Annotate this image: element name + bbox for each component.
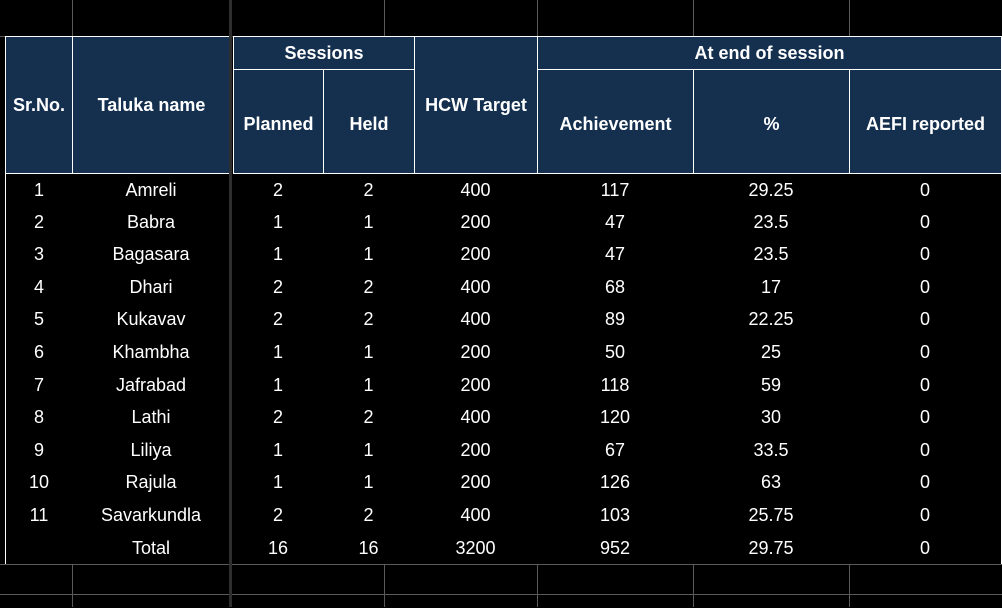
cell-taluka[interactable]: Total	[72, 532, 231, 565]
cell-target[interactable]: 200	[414, 369, 538, 402]
cell-aefi[interactable]: 0	[849, 206, 1002, 239]
cell-sr[interactable]: 3	[5, 238, 73, 272]
cell-aefi[interactable]: 0	[849, 336, 1002, 370]
cell-planned[interactable]: 1	[233, 466, 324, 500]
cell-held[interactable]: 1	[323, 238, 415, 272]
cell-achievement[interactable]: 952	[537, 532, 694, 565]
header-at-end-of-session[interactable]: At end of session	[537, 36, 1002, 70]
cell-percent[interactable]: 25.75	[693, 499, 850, 533]
cell-held[interactable]: 2	[323, 303, 415, 337]
cell-taluka[interactable]: Rajula	[72, 466, 231, 500]
cell-planned[interactable]: 1	[233, 238, 324, 272]
header-achievement[interactable]: Achievement	[537, 69, 694, 174]
cell-target[interactable]: 200	[414, 466, 538, 500]
cell-aefi[interactable]: 0	[849, 434, 1002, 467]
cell-target[interactable]: 200	[414, 434, 538, 467]
cell-sr[interactable]: 1	[5, 173, 73, 207]
cell-target[interactable]: 400	[414, 401, 538, 435]
cell-percent[interactable]: 59	[693, 369, 850, 402]
cell-percent[interactable]: 63	[693, 466, 850, 500]
header-hcw-target[interactable]: HCW Target	[414, 36, 538, 174]
cell-sr[interactable]: 11	[5, 499, 73, 533]
cell-percent[interactable]: 29.25	[693, 173, 850, 207]
cell-achievement[interactable]: 103	[537, 499, 694, 533]
cell-achievement[interactable]: 126	[537, 466, 694, 500]
cell-sr[interactable]: 4	[5, 271, 73, 304]
header-sr-no[interactable]: Sr.No.	[5, 36, 73, 174]
cell-sr[interactable]: 10	[5, 466, 73, 500]
cell-held[interactable]: 1	[323, 466, 415, 500]
cell-target[interactable]: 400	[414, 271, 538, 304]
cell-planned[interactable]: 1	[233, 369, 324, 402]
cell-achievement[interactable]: 68	[537, 271, 694, 304]
cell-sr[interactable]: 8	[5, 401, 73, 435]
cell-achievement[interactable]: 67	[537, 434, 694, 467]
cell-held[interactable]: 16	[323, 532, 415, 565]
cell-planned[interactable]: 2	[233, 401, 324, 435]
cell-aefi[interactable]: 0	[849, 532, 1002, 565]
cell-achievement[interactable]: 47	[537, 206, 694, 239]
cell-held[interactable]: 1	[323, 206, 415, 239]
cell-sr[interactable]: 5	[5, 303, 73, 337]
cell-taluka[interactable]: Lathi	[72, 401, 231, 435]
cell-planned[interactable]: 2	[233, 271, 324, 304]
cell-percent[interactable]: 17	[693, 271, 850, 304]
cell-held[interactable]: 1	[323, 434, 415, 467]
cell-aefi[interactable]: 0	[849, 401, 1002, 435]
cell-held[interactable]: 2	[323, 499, 415, 533]
cell-planned[interactable]: 16	[233, 532, 324, 565]
cell-taluka[interactable]: Babra	[72, 206, 231, 239]
column-divider	[229, 0, 232, 607]
cell-sr[interactable]: 2	[5, 206, 73, 239]
cell-held[interactable]: 1	[323, 369, 415, 402]
cell-taluka[interactable]: Bagasara	[72, 238, 231, 272]
cell-planned[interactable]: 2	[233, 499, 324, 533]
cell-aefi[interactable]: 0	[849, 238, 1002, 272]
cell-aefi[interactable]: 0	[849, 369, 1002, 402]
cell-held[interactable]: 2	[323, 401, 415, 435]
cell-taluka[interactable]: Kukavav	[72, 303, 231, 337]
cell-held[interactable]: 2	[323, 271, 415, 304]
cell-planned[interactable]: 2	[233, 303, 324, 337]
cell-taluka[interactable]: Savarkundla	[72, 499, 231, 533]
cell-achievement[interactable]: 50	[537, 336, 694, 370]
cell-taluka[interactable]: Liliya	[72, 434, 231, 467]
header-taluka-name[interactable]: Taluka name	[72, 36, 231, 174]
header-aefi-reported[interactable]: AEFI reported	[849, 69, 1002, 174]
cell-taluka[interactable]: Jafrabad	[72, 369, 231, 402]
cell-planned[interactable]: 1	[233, 336, 324, 370]
cell-planned[interactable]: 1	[233, 206, 324, 239]
cell-percent[interactable]: 29.75	[693, 532, 850, 565]
cell-target[interactable]: 400	[414, 173, 538, 207]
cell-achievement[interactable]: 118	[537, 369, 694, 402]
cell-achievement[interactable]: 47	[537, 238, 694, 272]
empty-row-top	[0, 0, 1002, 37]
cell-percent[interactable]: 23.5	[693, 238, 850, 272]
cell-aefi[interactable]: 0	[849, 466, 1002, 500]
cell-aefi[interactable]: 0	[849, 271, 1002, 304]
cell-held[interactable]: 2	[323, 173, 415, 207]
empty-row-bottom	[0, 564, 1002, 608]
header-sessions[interactable]: Sessions	[233, 36, 415, 70]
cell-target[interactable]: 200	[414, 238, 538, 272]
cell-percent[interactable]: 23.5	[693, 206, 850, 239]
header-held[interactable]: Held	[323, 69, 415, 174]
cell-aefi[interactable]: 0	[849, 173, 1002, 207]
cell-taluka[interactable]: Dhari	[72, 271, 231, 304]
cell-planned[interactable]: 1	[233, 434, 324, 467]
cell-achievement[interactable]: 120	[537, 401, 694, 435]
cell-target[interactable]: 400	[414, 303, 538, 337]
cell-sr[interactable]	[5, 532, 73, 565]
cell-taluka[interactable]: Khambha	[72, 336, 231, 370]
cell-taluka[interactable]: Amreli	[72, 173, 231, 207]
cell-sr[interactable]: 6	[5, 336, 73, 370]
cell-aefi[interactable]: 0	[849, 303, 1002, 337]
cell-percent[interactable]: 30	[693, 401, 850, 435]
cell-achievement[interactable]: 117	[537, 173, 694, 207]
cell-planned[interactable]: 2	[233, 173, 324, 207]
cell-aefi[interactable]: 0	[849, 499, 1002, 533]
cell-target[interactable]: 3200	[414, 532, 538, 565]
cell-target[interactable]: 400	[414, 499, 538, 533]
cell-sr[interactable]: 9	[5, 434, 73, 467]
cell-percent[interactable]: 25	[693, 336, 850, 370]
header-planned[interactable]: Planned	[233, 69, 324, 174]
cell-sr[interactable]: 7	[5, 369, 73, 402]
cell-percent[interactable]: 22.25	[693, 303, 850, 337]
cell-held[interactable]: 1	[323, 336, 415, 370]
header-percent[interactable]: %	[693, 69, 850, 174]
cell-target[interactable]: 200	[414, 206, 538, 239]
cell-achievement[interactable]: 89	[537, 303, 694, 337]
cell-percent[interactable]: 33.5	[693, 434, 850, 467]
cell-target[interactable]: 200	[414, 336, 538, 370]
